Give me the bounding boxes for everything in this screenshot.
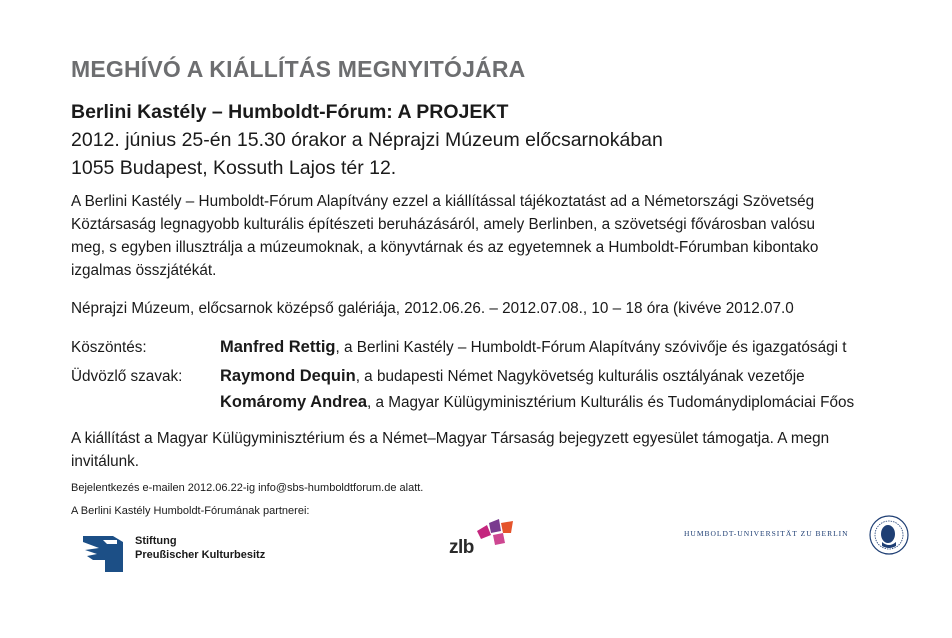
zlb-logo-text: zlb: [449, 537, 474, 558]
support-paragraph: [71, 427, 829, 473]
speaker-role: , a Berlini Kastély – Humboldt-Fórum Alapítvány szóvivője és igazgatósági t: [335, 339, 847, 356]
speaker-name: Komáromy Andrea: [220, 393, 368, 411]
hu-logo: [684, 512, 914, 558]
event-address: 1055 Budapest, Kossuth Lajos tér 12.: [71, 157, 397, 179]
zlb-logo: [445, 515, 525, 560]
hu-seal-icon: [868, 512, 910, 558]
support-line: invitálunk.: [71, 453, 140, 470]
speaker-name-block: [220, 338, 847, 357]
speaker-role: , a budapesti Német Nagykövetség kulturális osztályának vezetője: [355, 368, 805, 385]
registration-note: Bejelentkezés e-mailen 2012.06.22-ig info@sbs-humboldtforum.de alatt.: [71, 482, 424, 494]
support-line: A kiállítást a Magyar Külügyminisztérium és a Német–Magyar Társaság bejegyzett egyesület támogatja. A megn: [71, 430, 830, 447]
description-line: meg, s egyben illusztrálja a múzeumoknak, a könyvtárnak és az egyetemnek a Humboldt-Fórumban kibontako: [71, 239, 819, 256]
speaker-name-block: [220, 367, 805, 386]
description-paragraph: [71, 190, 818, 282]
spk-logo-line1: Stiftung: [135, 535, 177, 547]
spk-logo-line2: Preußischer Kulturbesitz: [135, 549, 266, 561]
speaker-name-block: [220, 393, 854, 412]
speaker-role: , a Magyar Külügyminisztérium Kulturális és Tudománydiplomáciai Főos: [367, 394, 855, 411]
exhibition-title: Berlini Kastély – Humboldt-Fórum: A PROJEKT: [71, 101, 509, 123]
event-date-line: 2012. június 25-én 15.30 órakor a Néprajzi Múzeum előcsarnokában: [71, 129, 663, 151]
hu-logo-text: HUMBOLDT-UNIVERSITÄT ZU BERLIN: [684, 529, 849, 538]
description-line: izgalmas összjátékát.: [71, 262, 217, 279]
description-line: A Berlini Kastély – Humboldt-Fórum Alapítvány ezzel a kiállítással tájékoztatást ad a Németországi Szövetség: [71, 193, 815, 210]
zlb-pages-icon: [475, 517, 521, 549]
description-line: Köztársaság legnagyobb kulturális építészeti beruházásáról, amely Berlinben, a szövetségi fővárosban valósu: [71, 216, 816, 233]
greeting-label: Köszöntés:: [71, 339, 147, 356]
spk-eagle-icon: [83, 530, 127, 574]
speaker-name: Manfred Rettig: [220, 338, 336, 356]
invitation-heading: MEGHÍVÓ A KIÁLLÍTÁS MEGNYITÓJÁRA: [71, 56, 526, 82]
greeting-label: Üdvözlő szavak:: [71, 368, 183, 385]
speaker-name: Raymond Dequin: [220, 367, 356, 385]
exhibition-venue-dates: Néprajzi Múzeum, előcsarnok középső galériája, 2012.06.26. – 2012.07.08., 10 – 18 óra (kivéve 2012.07.0: [71, 300, 794, 317]
partners-label: A Berlini Kastély Humboldt-Fórumának partnerei:: [71, 505, 310, 517]
spk-logo: [83, 530, 283, 574]
